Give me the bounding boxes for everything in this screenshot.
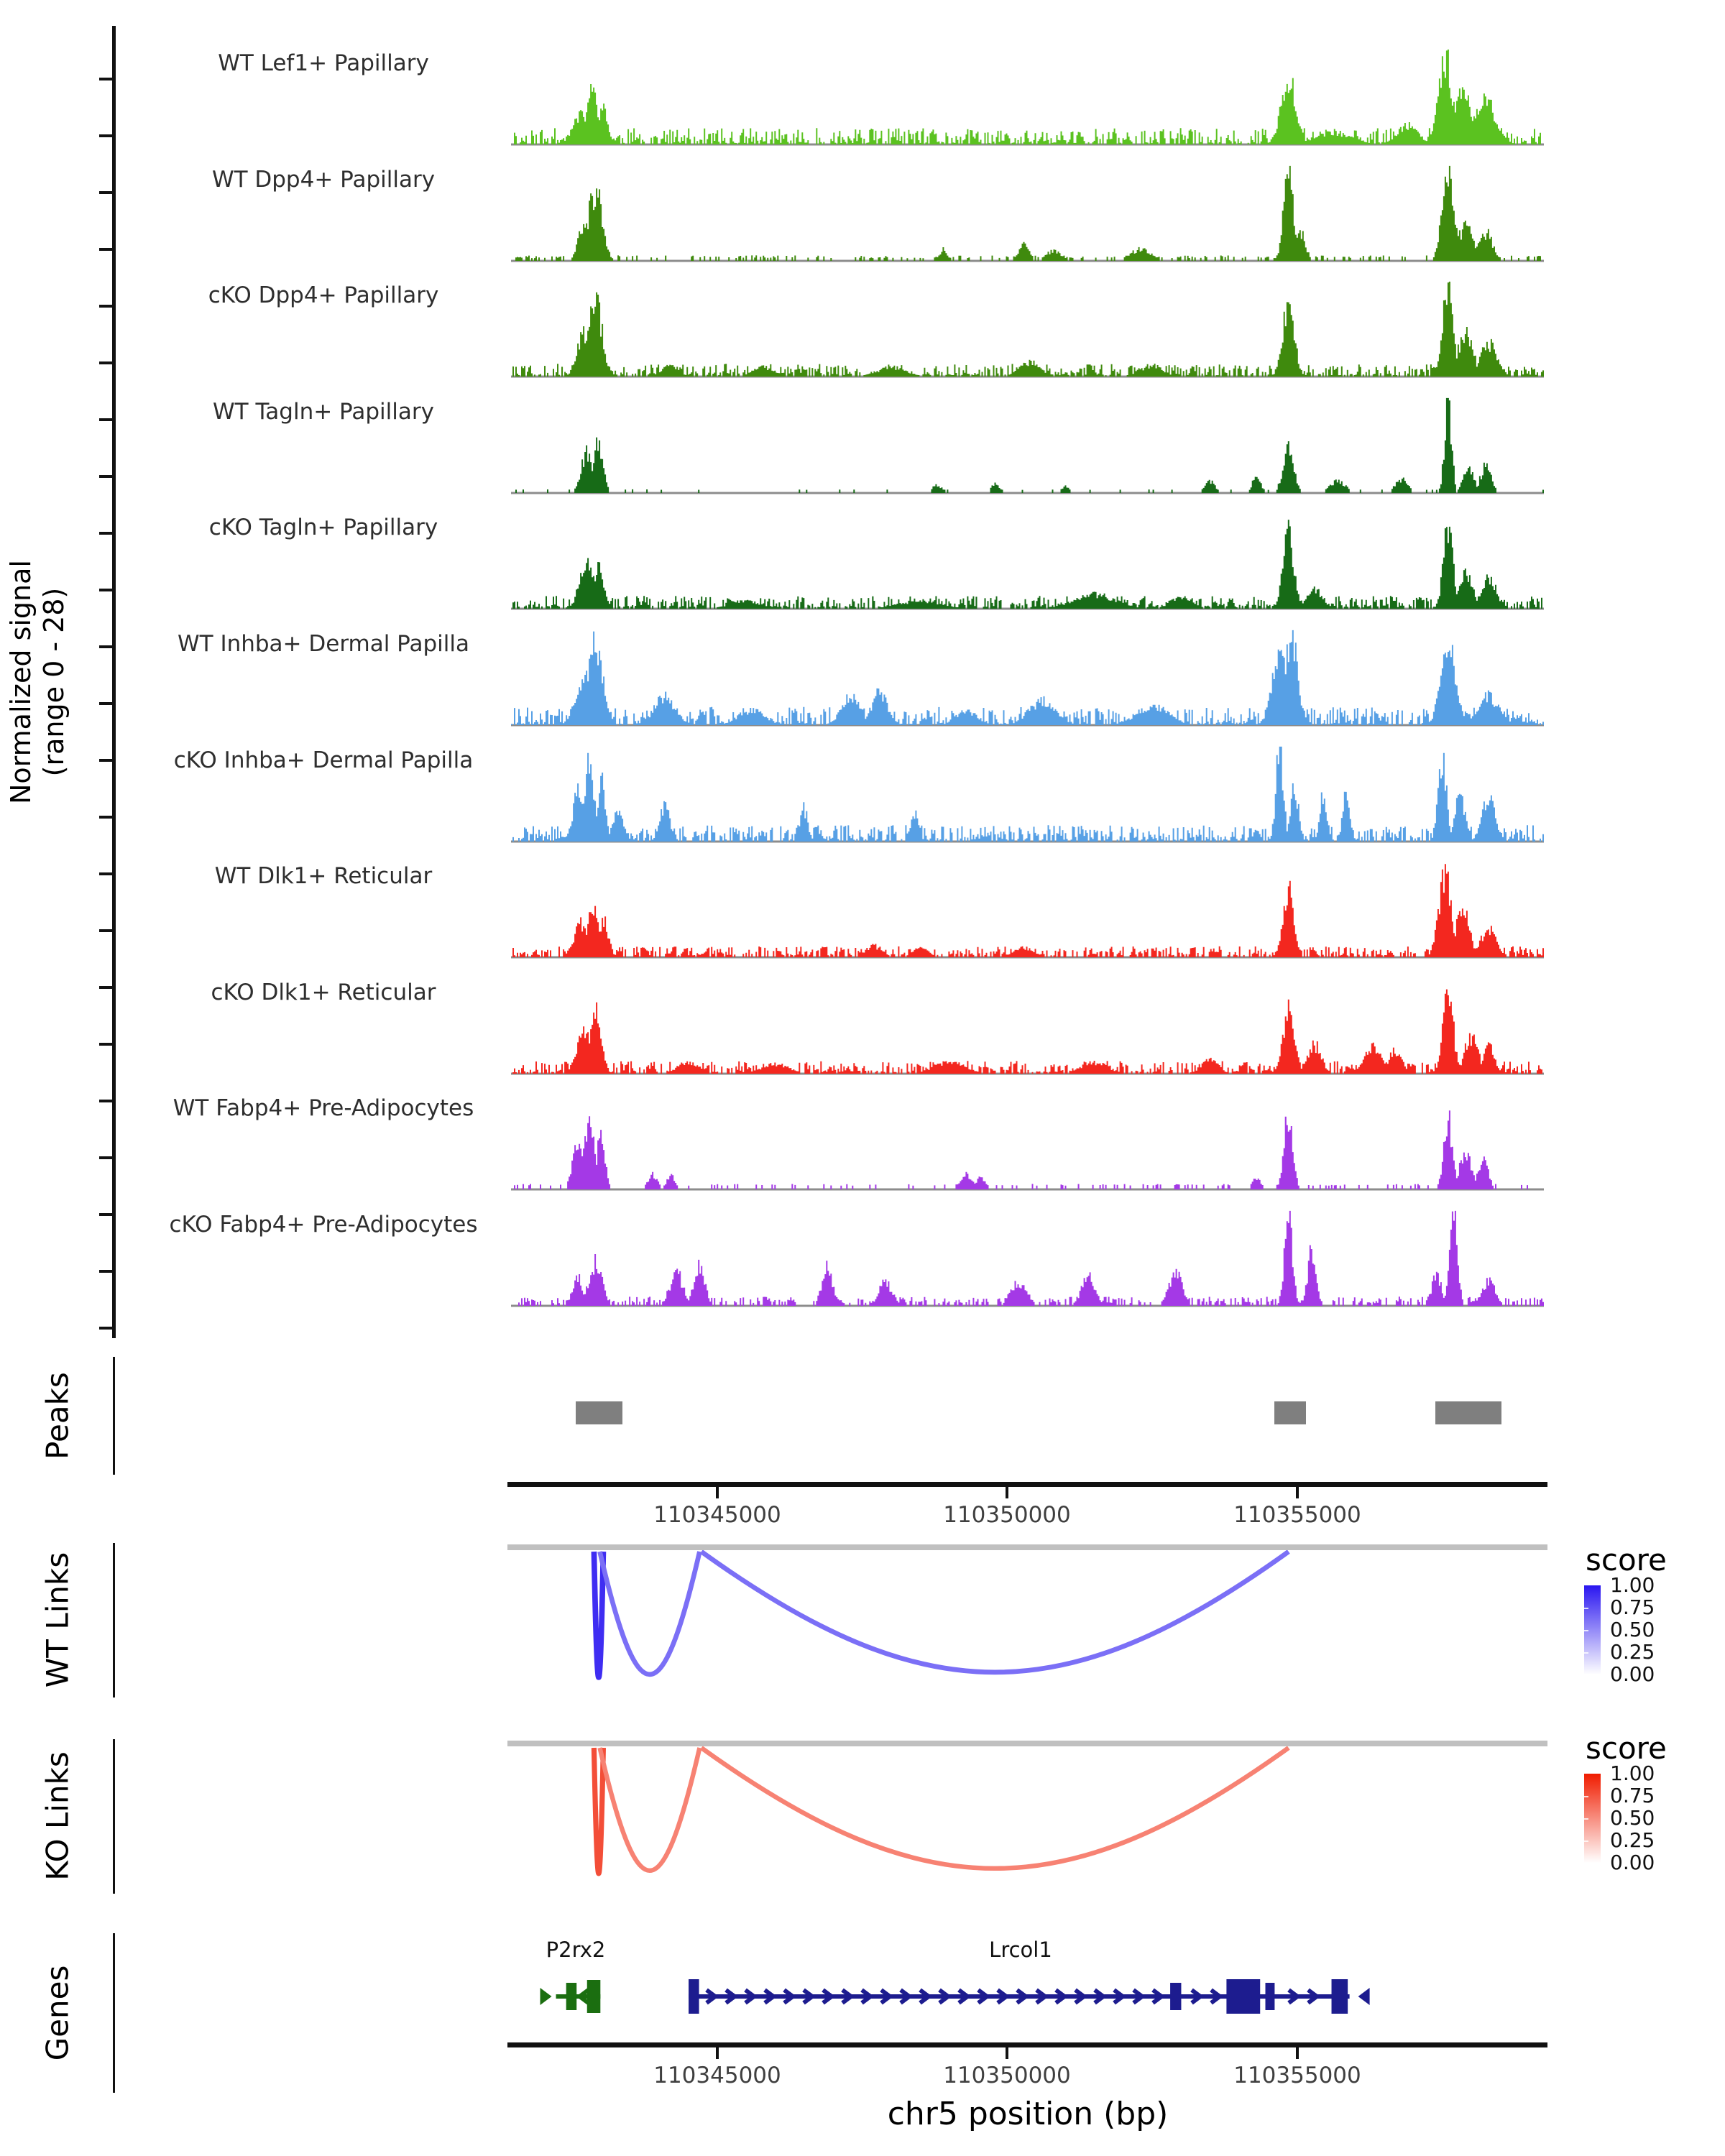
signal-axis-tick <box>99 305 112 308</box>
link-arc <box>600 1552 700 1674</box>
legend-tick-label: 0.50 <box>1610 1806 1655 1830</box>
coverage-area <box>511 282 1544 377</box>
signal-axis-tick <box>99 589 112 591</box>
legend-bar-tick <box>1584 1652 1588 1654</box>
axis-tick <box>1296 1487 1299 1498</box>
coverage-area <box>511 1110 1544 1189</box>
signal-axis-tick <box>99 702 112 705</box>
coverage-area <box>511 864 1544 957</box>
legend-tick-label: 0.50 <box>1610 1618 1655 1641</box>
signal-axis-title-line1: Normalized signal <box>5 560 37 804</box>
signal-y-axis <box>112 26 116 1338</box>
exon-box <box>587 1980 601 2013</box>
legend-tick-label: 0.00 <box>1610 1662 1655 1686</box>
axis-tick-label: 110350000 <box>943 1502 1071 1528</box>
signal-axis-tick <box>99 986 112 989</box>
gene-models <box>511 1961 1544 2032</box>
gene-arrowhead-icon <box>1358 1988 1370 2005</box>
exon-box <box>689 1979 699 2014</box>
exon-box <box>1332 1979 1348 2014</box>
signal-axis-tick <box>99 191 112 194</box>
axis-tick <box>1006 2047 1008 2059</box>
axis-tick <box>1296 2047 1299 2059</box>
legend-tick-label: 0.75 <box>1610 1595 1655 1619</box>
coverage-track <box>511 46 1544 147</box>
ko-links-section-label: KO Links <box>40 1751 75 1881</box>
signal-axis-tick <box>99 1213 112 1216</box>
exon-box <box>1170 1983 1181 2010</box>
axis-tick-label: 110350000 <box>943 2063 1071 2088</box>
legend-tick-label: 1.00 <box>1610 1573 1655 1597</box>
gene-name: Lrcol1 <box>989 1938 1052 1962</box>
coverage-track <box>511 278 1544 379</box>
coverage-track <box>511 627 1544 727</box>
track-label: WT Lef1+ Papillary <box>218 50 429 76</box>
coverage-area <box>511 398 1544 493</box>
ko-links-baseline <box>507 1741 1547 1746</box>
ko-links-bracket <box>113 1739 115 1894</box>
coverage-track <box>511 162 1544 263</box>
track-label: cKO Dpp4+ Papillary <box>208 282 439 308</box>
coverage-area <box>511 1211 1544 1306</box>
axis-line <box>507 1482 1547 1487</box>
ko-links-arcs <box>511 1746 1544 1903</box>
ko-legend-title: score <box>1586 1731 1667 1766</box>
peaks-bracket <box>113 1357 115 1475</box>
wt-links-section-label: WT Links <box>40 1552 75 1688</box>
signal-axis-tick <box>99 1270 112 1273</box>
link-arc <box>702 1748 1289 1869</box>
axis-line <box>507 2042 1547 2047</box>
genes-section-label: Genes <box>40 1965 75 2061</box>
coverage-area <box>511 50 1544 144</box>
exon-box <box>1265 1983 1274 2010</box>
wt-links-arcs <box>511 1550 1544 1707</box>
signal-axis-tick <box>99 929 112 932</box>
link-arc <box>702 1552 1289 1672</box>
gene-arrowhead-icon <box>540 1988 552 2005</box>
link-arc <box>594 1748 603 1874</box>
legend-bar-tick <box>1584 1796 1588 1797</box>
x-axis-title: chr5 position (bp) <box>887 2096 1169 2132</box>
exon-box <box>1226 1979 1260 2014</box>
legend-bar-tick <box>1584 1818 1588 1820</box>
exon-box <box>566 1983 577 2010</box>
gene-name: P2rx2 <box>546 1938 606 1962</box>
track-label: WT Tagln+ Papillary <box>213 399 434 425</box>
legend-tick-label: 0.25 <box>1610 1640 1655 1664</box>
coverage-area <box>511 630 1544 725</box>
axis-tick-label: 110355000 <box>1233 2063 1361 2088</box>
axis-tick <box>716 2047 719 2059</box>
coverage-track <box>511 1207 1544 1308</box>
signal-axis-tick <box>99 532 112 535</box>
legend-bar-tick <box>1584 1630 1588 1631</box>
signal-axis-tick <box>99 1327 112 1330</box>
legend-tick-label: 1.00 <box>1610 1761 1655 1785</box>
track-label: WT Dpp4+ Papillary <box>211 167 436 193</box>
track-label: cKO Dlk1+ Reticular <box>211 980 436 1005</box>
signal-axis-tick <box>99 475 112 478</box>
wt-legend-title: score <box>1586 1542 1667 1577</box>
coverage-track <box>511 975 1544 1076</box>
coverage-track <box>511 395 1544 495</box>
track-label: cKO Fabp4+ Pre-Adipocytes <box>169 1212 478 1238</box>
track-label: WT Inhba+ Dermal Papilla <box>178 631 469 657</box>
signal-axis-tick <box>99 248 112 251</box>
axis-tick-label: 110345000 <box>653 1502 781 1528</box>
legend-tick-label: 0.25 <box>1610 1828 1655 1852</box>
coverage-track <box>511 510 1544 611</box>
signal-axis-tick <box>99 361 112 364</box>
peak-interval <box>1274 1401 1306 1424</box>
axis-tick-label: 110345000 <box>653 2063 781 2088</box>
coverage-area <box>511 166 1544 261</box>
track-label: cKO Inhba+ Dermal Papilla <box>173 747 474 773</box>
peak-interval <box>1435 1401 1501 1424</box>
peak-interval <box>576 1401 622 1424</box>
axis-tick <box>716 1487 719 1498</box>
signal-axis-tick <box>99 872 112 875</box>
genes-bracket <box>113 1933 115 2093</box>
coverage-track <box>511 859 1544 959</box>
signal-axis-tick <box>99 645 112 648</box>
coverage-area <box>511 747 1544 842</box>
signal-axis-tick <box>99 418 112 421</box>
legend-bar-tick <box>1584 1841 1588 1842</box>
legend-tick-label: 0.00 <box>1610 1851 1655 1874</box>
coverage-area <box>511 520 1544 609</box>
signal-axis-tick <box>99 816 112 819</box>
coverage-area <box>511 990 1544 1074</box>
signal-axis-title <box>4 560 70 804</box>
signal-axis-tick <box>99 134 112 137</box>
signal-axis-tick <box>99 1156 112 1159</box>
signal-axis-title-line2: (range 0 - 28) <box>38 587 70 777</box>
signal-axis-tick <box>99 1043 112 1046</box>
link-arc <box>600 1748 700 1871</box>
axis-tick-label: 110355000 <box>1233 1502 1361 1528</box>
coverage-track <box>511 1091 1544 1192</box>
signal-axis-tick <box>99 78 112 80</box>
peaks-section-label: Peaks <box>40 1372 75 1460</box>
legend-tick-label: 0.75 <box>1610 1784 1655 1807</box>
coverage-track <box>511 743 1544 844</box>
wt-links-baseline <box>507 1544 1547 1550</box>
legend-bar-tick <box>1584 1608 1588 1609</box>
axis-tick <box>1006 1487 1008 1498</box>
wt-links-bracket <box>113 1543 115 1697</box>
signal-axis-tick <box>99 1100 112 1102</box>
signal-axis-tick <box>99 759 112 762</box>
track-label: cKO Tagln+ Papillary <box>208 515 438 540</box>
track-label: WT Fabp4+ Pre-Adipocytes <box>172 1095 474 1121</box>
track-label: WT Dlk1+ Reticular <box>214 863 433 889</box>
